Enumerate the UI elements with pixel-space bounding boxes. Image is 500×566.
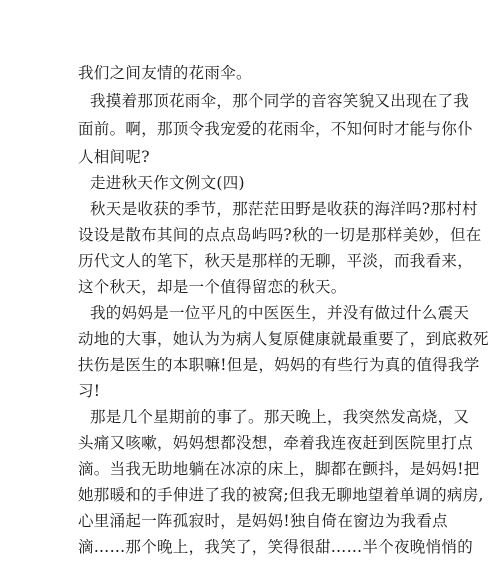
text-line-19: 滴……那个晚上，我笑了，笑得很甜……半个夜晚悄悄的	[78, 538, 474, 556]
text-line-4: 人相间呢?	[78, 148, 150, 166]
text-line-10: 我的妈妈是一位平凡的中医医生，并没有做过什么震天	[90, 304, 470, 322]
text-line-6: 秋天是收获的季节，那茫茫田野是收获的海洋吗?那村村	[90, 200, 478, 218]
text-line-14: 那是几个星期前的事了。那天晚上，我突然发高烧，又	[90, 408, 470, 426]
text-line-7: 设设是散布其间的点点岛屿吗?秋的一切是那样美妙，但在	[78, 226, 482, 244]
text-line-9: 这个秋天，却是一个值得留恋的秋天。	[78, 278, 347, 296]
text-line-13: 习!	[78, 382, 101, 400]
text-line-18: 心里涌起一阵孤寂时，是妈妈!独自倚在窗边为我看点	[78, 512, 448, 530]
text-line-1: 我们之间友情的花雨伞。	[78, 64, 252, 82]
text-line-15: 头痛又咳嗽，妈妈想都没想，牵着我连夜赶到医院里打点	[78, 434, 474, 452]
text-line-3: 面前。啊，那顶令我宠爱的花雨伞，不知何时才能与你仆	[78, 120, 474, 138]
text-line-12: 扶伤是医生的本职嘛!但是，妈妈的有些行为真的值得我学	[78, 356, 480, 374]
text-line-16: 滴。当我无助地躺在冰凉的床上，脚都在颤抖，是妈妈!把	[78, 460, 480, 478]
section-heading: 走进秋天作文例文(四)	[90, 174, 245, 192]
text-line-11: 动地的大事，她认为为病人复原健康就最重要了，到底救死	[78, 330, 489, 348]
text-line-8: 历代文人的笔下，秋天是那样的无聊，平淡，而我看来，	[78, 252, 474, 270]
text-line-2: 我摸着那顶花雨伞，那个同学的音容笑貌又出现在了我	[90, 92, 470, 110]
text-line-17: 她那暖和的手伸进了我的被窝;但我无聊地望着单调的病房,	[78, 486, 484, 504]
